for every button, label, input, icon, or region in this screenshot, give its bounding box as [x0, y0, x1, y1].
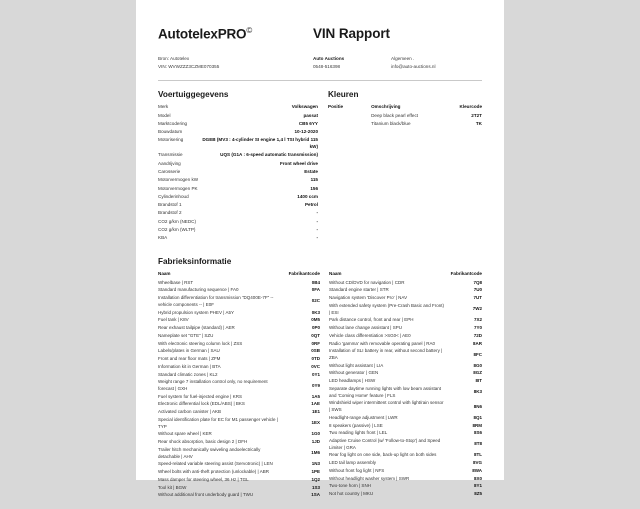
table-row	[329, 348, 482, 362]
spec-value: Petrol	[304, 202, 318, 208]
table-row	[329, 475, 482, 483]
factory-option-code: 1N3	[311, 461, 320, 467]
colors-header-position: Positie	[328, 103, 344, 109]
factory-option-code: 7UT	[473, 295, 482, 301]
factory-option-name: Fuel tank | K8V	[158, 317, 189, 323]
factory-option-name: Standard manufacturing sequence | FA0	[158, 287, 239, 293]
source-info	[158, 55, 313, 71]
factory-option-code: 1PE	[311, 469, 320, 475]
factory-option-code: 8G0	[473, 362, 482, 368]
table-row	[158, 446, 320, 460]
spec-value: CB5 6YY	[298, 120, 318, 126]
brand-name: AutotelexPRO	[158, 26, 247, 42]
factory-option-code: 8TL	[473, 452, 482, 458]
factory-option-name: Separate daytime running lights with low beam assistant and 'Coming Home' feature | FLS	[329, 385, 442, 398]
spec-label: Bouwdatum	[158, 129, 183, 135]
factory-option-code: 7Q8	[473, 279, 482, 285]
table-row	[329, 430, 482, 438]
factory-option-name: Weight range 7 installation control only, no requirement forecast | GXH	[158, 379, 268, 391]
factory-option-code: 8FC	[473, 351, 482, 357]
table-row	[329, 452, 482, 460]
spec-value: -	[316, 235, 318, 241]
factory-option-code: 0M5	[311, 317, 320, 323]
factory-option-name: Information kit in German | BTA	[158, 363, 221, 369]
factory-option-name: Speed-related variable steering assist (Servotronic) | LEN	[158, 461, 273, 467]
colors-table-body	[328, 112, 482, 128]
table-row	[329, 467, 482, 475]
factory-option-code: 1M6	[311, 450, 320, 456]
spec-value: Volkswagen	[291, 104, 318, 110]
table-row	[329, 295, 482, 303]
factory-option-name: Adaptive Cruise Control (w/ 'Follow-to-Stop') and Speed Limiter | GRA	[329, 438, 441, 450]
table-row	[158, 218, 318, 226]
table-row	[329, 378, 482, 386]
table-row	[329, 483, 482, 491]
table-row	[158, 393, 320, 401]
factory-option-name: Headlight-range adjustment | LWR	[329, 414, 398, 420]
factory-section	[158, 257, 482, 500]
brand-block	[158, 26, 313, 42]
table-row	[158, 476, 320, 484]
table-row	[158, 439, 320, 447]
factory-header-code-left: Fabrikantcode	[288, 270, 320, 276]
spec-label: Transmissie	[158, 152, 183, 158]
factory-table-right	[329, 271, 482, 499]
factory-option-code: 7W2	[472, 306, 482, 312]
report-page	[136, 0, 504, 498]
factory-option-code: 8IT	[475, 378, 482, 384]
factory-option-name: Rear exhaust tailpipe (standard) | AER	[158, 325, 235, 331]
factory-option-code: 1G0	[311, 431, 320, 437]
factory-option-code: 8Z5	[474, 491, 482, 497]
factory-option-code: 8RM	[472, 422, 482, 428]
factory-option-code: 1E1	[311, 409, 320, 415]
factory-option-code: 1SA	[311, 492, 320, 498]
factory-option-name: Without front fog light | NFS	[329, 467, 385, 473]
auction-info	[313, 55, 391, 71]
spec-value: Estate	[304, 169, 318, 174]
factory-option-name: Without light assistant | LIA	[329, 362, 384, 368]
header-divider	[158, 80, 482, 81]
table-row	[158, 371, 320, 379]
factory-header-name-left: Naam	[158, 270, 171, 276]
table-row	[329, 340, 482, 348]
factory-right-head	[329, 271, 482, 279]
factory-option-name: Fuel system for fuel-injected engine | KRS	[158, 393, 242, 399]
vehicle-spec-body	[158, 104, 318, 243]
factory-option-code: 8T8	[474, 441, 482, 447]
factory-option-code: 8X0	[473, 475, 482, 481]
colors-table	[328, 104, 482, 129]
table-row	[158, 348, 320, 356]
factory-right-body	[329, 279, 482, 498]
table-row	[158, 168, 318, 176]
vehicle-section-title: Voertuiggegevens	[158, 89, 229, 99]
factory-columns	[158, 271, 482, 500]
table-row	[329, 302, 482, 316]
factory-option-name: Mass damper for steering wheel, 36 Hz | TGL	[158, 476, 249, 482]
table-row	[158, 325, 320, 333]
factory-option-code: 1JD	[311, 439, 320, 445]
color-position	[328, 121, 371, 129]
factory-option-name: Installation differentiation for transmission "DQ400E-7F" -- vehicle components -- | E0F	[158, 295, 274, 307]
vin-label: VIN: WVWZZZ3CZME070355	[158, 63, 220, 69]
table-row	[328, 121, 482, 129]
factory-option-name: Installation of SLI battery in rear, without second battery | ZBA	[329, 348, 443, 360]
factory-option-name: Electronic differential lock (EDL/ABS) | BKS	[158, 401, 245, 407]
factory-option-name: Standard climatic zones | KL2	[158, 371, 218, 377]
factory-option-code: 7X2	[473, 317, 482, 323]
spec-value: 115	[310, 177, 318, 183]
report-title-block	[313, 26, 482, 41]
factory-option-code: 1AE	[311, 401, 320, 407]
factory-option-name: Navigation system 'Discover Pro' | NAV	[329, 295, 408, 301]
table-row	[158, 363, 320, 371]
general-info	[391, 55, 482, 71]
factory-option-code: 8K3	[473, 389, 482, 395]
spec-value: Front wheel drive	[279, 160, 318, 166]
factory-left-body	[158, 279, 320, 499]
page-title: VIN Rapport	[313, 26, 390, 41]
general-email: info@auto-auctions.nl	[391, 63, 436, 69]
table-row	[158, 137, 318, 152]
auction-phone: 0548-516398	[313, 63, 341, 69]
table-row	[158, 112, 318, 120]
table-row	[329, 460, 482, 468]
factory-option-name: With electronic steering column lock | ZSS	[158, 340, 243, 346]
spec-label: Brandstof 1	[158, 202, 182, 208]
factory-option-name: Tool kit | BGW	[158, 484, 187, 490]
table-row	[329, 325, 482, 333]
spec-label: Aandrijving	[158, 160, 181, 166]
table-row	[158, 201, 318, 209]
factory-option-name: Front and rear floor mats | ZFM	[158, 356, 221, 362]
factory-option-code: 8WA	[472, 467, 482, 473]
document-header	[158, 26, 482, 42]
factory-option-name: Two reading lights front | LEL	[329, 430, 388, 436]
table-row	[158, 468, 320, 476]
factory-option-name: Hybrid propulsion system PHEV | A5Y	[158, 309, 234, 315]
factory-option-code: 0P0	[311, 325, 320, 331]
factory-option-name: Special identification plate for EC for M1 passenger vehicle | TYP	[158, 416, 278, 429]
color-description: Titanium black/blue	[371, 121, 411, 127]
factory-option-code: 8AR	[472, 340, 482, 346]
spec-label: CO2 g/km (NEDC)	[158, 218, 197, 224]
spec-label: Brandstof 2	[158, 210, 182, 216]
table-row	[158, 401, 320, 409]
factory-option-name: Without CD/DVD for navigation | CDR	[329, 279, 405, 285]
spec-value: -	[316, 226, 318, 232]
factory-option-code: 7U0	[473, 287, 482, 293]
factory-option-name: Activated carbon canister | AKB	[158, 409, 221, 415]
factory-option-code: 1Q2	[311, 476, 320, 482]
spec-label: Carosserie	[158, 169, 181, 174]
spec-value: -	[316, 210, 318, 216]
factory-option-name: Without lane change assistant | SPU	[329, 325, 402, 331]
factory-left-column	[158, 271, 320, 500]
colors-header-code: Kleurcode	[459, 103, 482, 109]
table-row	[158, 226, 318, 234]
spec-value: 156	[310, 185, 318, 191]
source-label: Bron: Autotelex	[158, 55, 190, 61]
table-row	[158, 332, 320, 340]
factory-option-code: 8Y1	[473, 483, 482, 489]
table-row	[329, 400, 482, 414]
spec-value: -	[316, 218, 318, 224]
factory-option-name: Not hot country | MKU	[329, 491, 374, 497]
table-row	[158, 340, 320, 348]
factory-option-name: Windshield wiper intermittent control with light/rain sensor | SWS	[329, 400, 444, 413]
table-row	[329, 362, 482, 370]
table-row	[158, 120, 318, 128]
table-row	[329, 422, 482, 430]
factory-option-code: 0TD	[311, 356, 320, 362]
factory-option-name: Without additional front underbody guard | TWU	[158, 492, 254, 498]
table-row	[329, 332, 482, 340]
factory-option-name: Without spare wheel | KER	[158, 431, 212, 437]
spec-label: Motorvermogen PK	[158, 185, 198, 191]
factory-option-code: 0K3	[311, 309, 320, 315]
table-row	[158, 379, 320, 393]
factory-option-code: 0Y1	[311, 371, 320, 377]
factory-option-name: Standard engine starter | STR	[329, 287, 389, 293]
spec-label: Merk	[158, 104, 169, 110]
table-row	[158, 287, 320, 295]
spec-value: passat	[303, 112, 318, 118]
factory-option-name: Wheelbase | RST	[158, 279, 194, 285]
table-row	[158, 492, 320, 500]
header-meta-row	[158, 55, 482, 71]
table-row	[158, 309, 320, 317]
table-row	[329, 414, 482, 422]
factory-option-name: 8 speakers (passive) | LSE	[329, 422, 383, 428]
spec-label: CO2 g/km (WLTP)	[158, 226, 196, 232]
table-row	[329, 385, 482, 399]
table-row	[329, 437, 482, 451]
table-row	[158, 295, 320, 309]
table-row	[158, 210, 318, 218]
factory-option-name: Trailer hitch mechanically swiveling andoelectrically detachable | AHV	[158, 446, 261, 459]
table-row	[158, 461, 320, 469]
factory-option-name: Radio 'gamma' with removable operating panel | RA0	[329, 340, 435, 346]
color-code: 2T2T	[471, 113, 482, 119]
table-row	[329, 491, 482, 499]
factory-option-code: 8N6	[473, 403, 482, 409]
color-description: Deep black pearl effect	[371, 113, 419, 119]
spec-value: DGEB (MV3 : 4-cylinder SI engine 1,4 l TSI hybrid 115 kW)	[202, 137, 318, 150]
table-row	[158, 160, 318, 168]
factory-option-name: Without generator | GEN	[329, 370, 379, 376]
general-label: Algemeen .	[391, 55, 415, 61]
table-row	[158, 409, 320, 417]
table-row	[158, 416, 320, 430]
table-row	[158, 193, 318, 201]
table-row	[158, 431, 320, 439]
table-row	[158, 234, 318, 242]
factory-option-code: 72D	[473, 332, 482, 338]
factory-section-title: Fabrieksinformatie	[158, 256, 232, 266]
copyright-icon: ©	[246, 26, 253, 35]
spec-label: Motorvermogen kW	[158, 177, 199, 183]
factory-option-name: Nameplate set "GTE" | SZU	[158, 332, 214, 338]
factory-option-name: Two-tone horn | SNH	[329, 483, 371, 489]
table-row	[158, 317, 320, 325]
spec-label: Motorisering	[158, 137, 184, 143]
spec-label: Model	[158, 112, 171, 118]
colors-header-row	[328, 104, 482, 113]
factory-header-name-right: Naam	[329, 270, 342, 276]
factory-option-code: 0RF	[311, 340, 320, 346]
spec-value: 10-12-2020	[294, 129, 318, 135]
colors-section-title: Kleuren	[328, 89, 359, 99]
factory-option-name: Rear fog light on one side, back-up light on both sides	[329, 452, 437, 458]
colors-column	[318, 90, 482, 243]
color-code: TK	[475, 121, 482, 127]
factory-option-code: 0FA	[311, 287, 320, 293]
table-row	[158, 185, 318, 193]
table-row	[329, 287, 482, 295]
factory-right-column	[320, 271, 482, 500]
spec-value: 1400 ccm	[297, 193, 318, 199]
factory-option-name: Rear shock absorption, basic design 2 | DFH	[158, 439, 248, 445]
factory-option-name: Labels/plates in German | SAU	[158, 348, 220, 354]
factory-option-code: 1S3	[311, 484, 320, 490]
table-row	[158, 128, 318, 136]
table-row	[328, 112, 482, 120]
table-row	[329, 317, 482, 325]
factory-option-name: LED headlamps | HSW	[329, 378, 376, 384]
table-row	[158, 177, 318, 185]
spec-value: UQS (G1A : 6-speed automatic transmission)	[220, 152, 318, 158]
spec-label: Cylinderinhoud	[158, 193, 189, 199]
factory-option-name: Vehicle class differentiation >SG0< | AE0	[329, 332, 411, 338]
factory-option-code: 0B4	[311, 279, 320, 285]
vehicle-spec-table	[158, 104, 318, 243]
factory-option-code: 8Q1	[473, 414, 482, 420]
factory-option-code: 02C	[311, 298, 320, 304]
factory-option-code: 1EX	[311, 420, 320, 426]
factory-option-code: 8GZ	[473, 370, 482, 376]
factory-option-name: LED tail lamp assembly	[329, 460, 377, 466]
factory-option-code: 8S6	[473, 430, 482, 436]
spec-label: KBA	[158, 235, 168, 241]
factory-option-code: 0Y9	[311, 382, 320, 388]
spec-label: Marktcodering	[158, 120, 188, 126]
factory-left-head	[158, 271, 320, 279]
factory-option-code: 7Y0	[473, 325, 482, 331]
table-row	[158, 279, 320, 287]
table-row	[158, 356, 320, 364]
factory-option-code: 8VG	[472, 460, 482, 466]
brand-title	[158, 26, 313, 42]
factory-option-name: Wheel bolts with anti-theft protection (unlockable) | ABR	[158, 469, 269, 475]
factory-option-name: Without headlight washer system | SWR	[329, 475, 410, 481]
factory-right-header-row	[329, 271, 482, 279]
colors-header-description: Omschrijving	[371, 103, 401, 109]
factory-option-code: 0VC	[311, 363, 320, 369]
table-row	[329, 370, 482, 378]
table-row	[329, 279, 482, 287]
auction-name: Auto Auctions	[313, 55, 345, 61]
factory-table-left	[158, 271, 320, 500]
table-row	[158, 104, 318, 112]
colors-table-head	[328, 104, 482, 113]
table-row	[158, 152, 318, 160]
factory-option-code: 0QT	[311, 332, 320, 338]
vehicle-column	[158, 90, 318, 243]
factory-option-name: With extended safety system (Pre-Crash Basic and Front) | ESI	[329, 302, 445, 315]
factory-option-name: Park distance control, front and rear | EPH	[329, 317, 414, 323]
factory-left-header-row	[158, 271, 320, 279]
table-row	[158, 484, 320, 492]
factory-option-code: 0SB	[311, 348, 320, 354]
factory-option-code: 1A5	[311, 393, 320, 399]
color-position	[328, 112, 371, 120]
factory-header-code-right: Fabrikantcode	[450, 270, 482, 276]
vehicle-and-colors-section	[158, 90, 482, 243]
